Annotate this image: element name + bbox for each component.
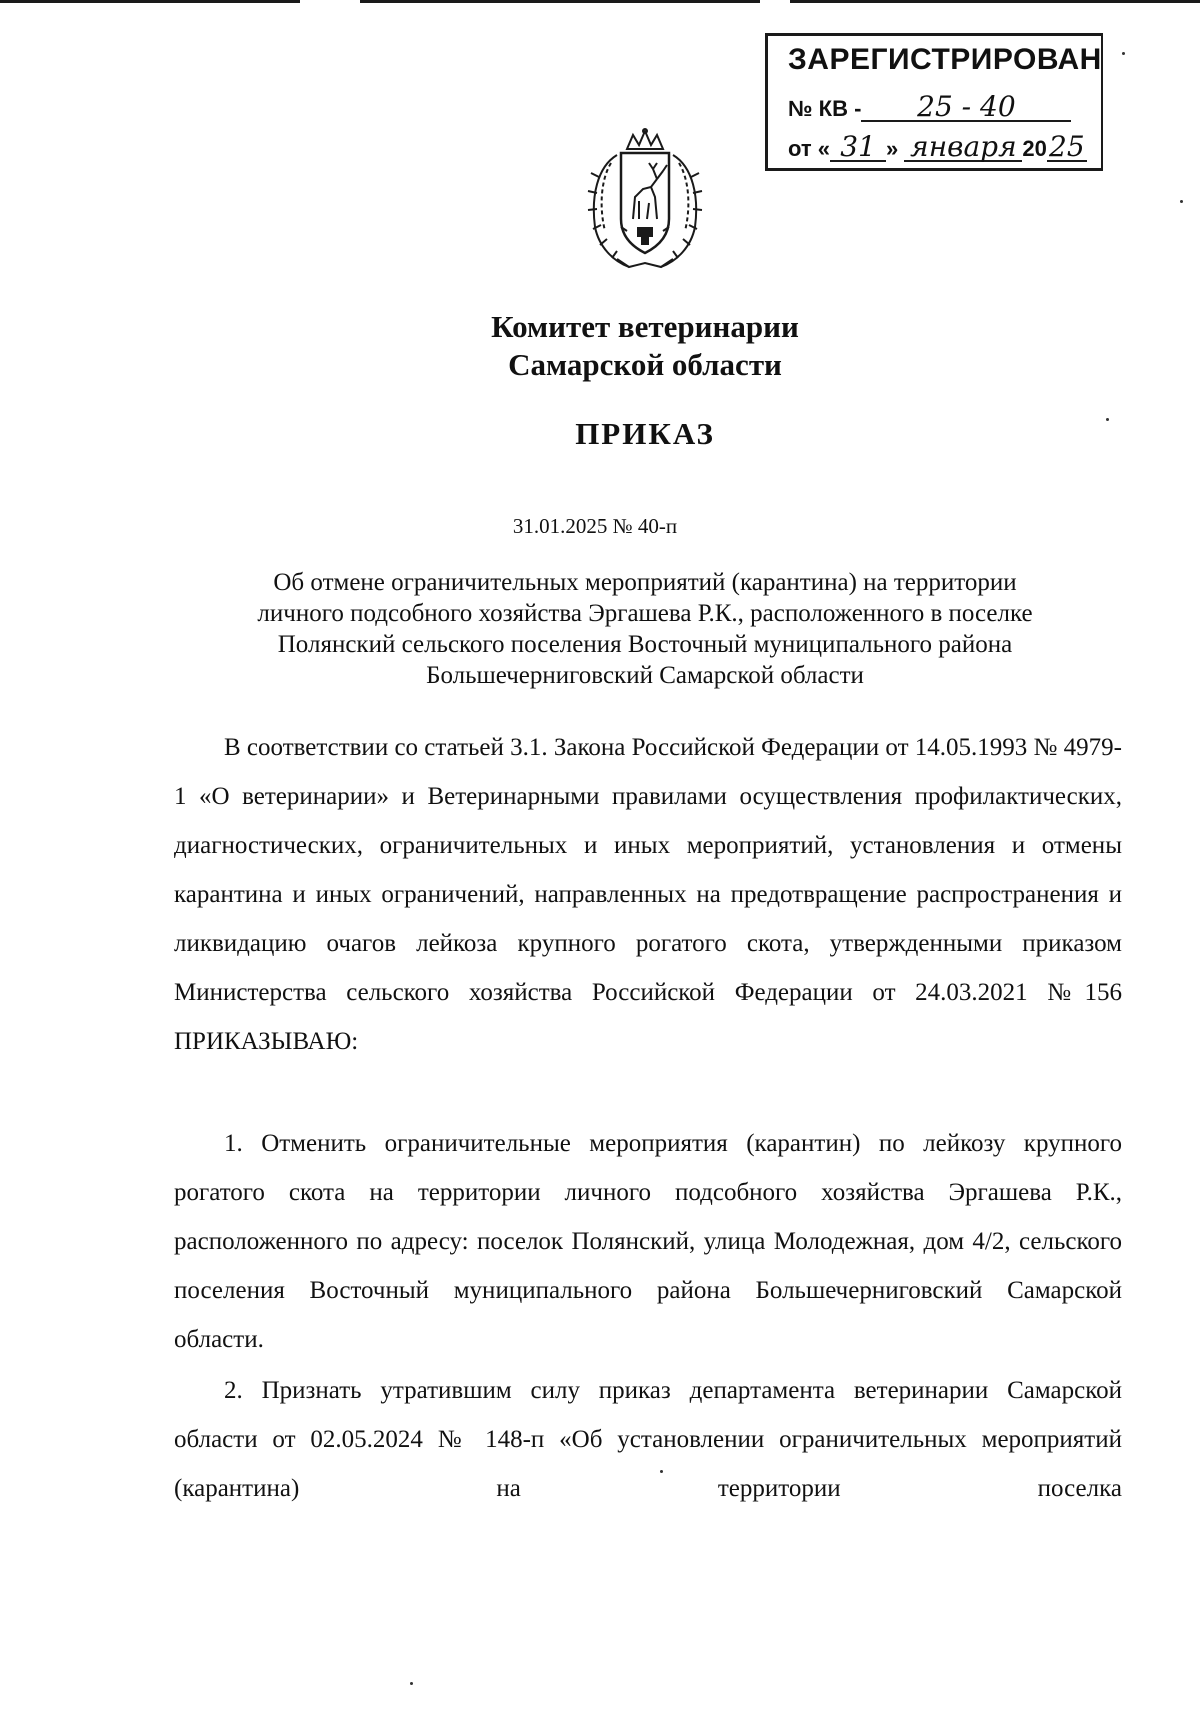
authority-name	[0, 308, 1200, 384]
scan-speck	[660, 1470, 663, 1473]
border-gap	[760, 0, 790, 3]
scan-speck	[1122, 52, 1125, 55]
stamp-date-year-prefix: 20	[1022, 136, 1047, 161]
stamp-number-row	[788, 90, 1071, 123]
coat-of-arms-emblem	[577, 127, 713, 275]
order-word: ПРИКАЗЫВАЮ:	[174, 1028, 359, 1055]
document-date-number: 31.01.2025 № 40-п	[512, 514, 678, 538]
subject-line-4: Большечерниговский Самарской области	[426, 662, 864, 689]
order-item-2: 2. Признать утратившим силу приказ департамента ветеринарии Самарской области от 02.05.2024 № 148-п «Об установлении ограничительных мероприятий (карантина) на территории поселка	[174, 1377, 1122, 1502]
top-border-line	[0, 0, 1200, 3]
stamp-date-year: 25	[1047, 134, 1087, 162]
stamp-date-prefix: от «	[788, 136, 831, 161]
subject-line-3: Полянский сельского поселения Восточный муниципального района	[277, 631, 1013, 658]
document-subject	[160, 567, 1130, 691]
stamp-date-month: января	[904, 134, 1022, 162]
scan-speck	[1106, 418, 1109, 421]
document-type: ПРИКАЗ	[575, 416, 715, 451]
item-2-block	[174, 1366, 1122, 1513]
stamp-number-label: № КВ -	[788, 96, 862, 121]
border-gap	[300, 0, 360, 3]
stamp-date-mid: »	[886, 136, 899, 161]
stamp-number-handwritten: 25 - 40	[861, 94, 1071, 122]
subject-line-2: личного подсобного хозяйства Эргашева Р.К., расположенного в поселке	[257, 600, 1033, 627]
authority-line-1: Комитет ветеринарии	[491, 309, 799, 344]
preamble-paragraph: В соответствии со статьей 3.1. Закона Российской Федерации от 14.05.1993 № 4979-1 «О ветеринарии» и Ветеринарными правилами осуществления профилактических, диагностических, ограничительных и иных мероприятий, установления и отмены карантина и иных ограничений, направленных на предотвращение распространения и ликвидацию очагов лейкоза крупного рогатого скота, утвержденными приказом Министерства сельского хозяйства Российской Федерации от 24.03.2021 №156	[174, 734, 1122, 1006]
authority-line-2: Самарской области	[508, 347, 782, 382]
stamp-title: ЗАРЕГИСТРИРОВАН	[788, 43, 1102, 76]
subject-line-1: Об отмене ограничительных мероприятий (карантина) на территории	[273, 569, 1017, 596]
item-1-block	[174, 1119, 1122, 1364]
scan-speck	[1180, 200, 1183, 203]
preamble-block	[174, 723, 1122, 1066]
stamp-date-day: 31	[830, 134, 886, 162]
scan-speck	[410, 1682, 413, 1685]
registration-stamp	[765, 33, 1103, 171]
order-item-1: 1. Отменить ограничительные мероприятия (карантин) по лейкозу крупного рогатого скота на территории личного подсобного хозяйства Эргашева Р.К., расположенного по адресу: поселок Полянский, улица Молодежная, дом 4/2, сельского поселения Восточный муниципального района Большечерниговский Самарской области.	[174, 1130, 1122, 1353]
stamp-date-row	[788, 130, 1087, 163]
